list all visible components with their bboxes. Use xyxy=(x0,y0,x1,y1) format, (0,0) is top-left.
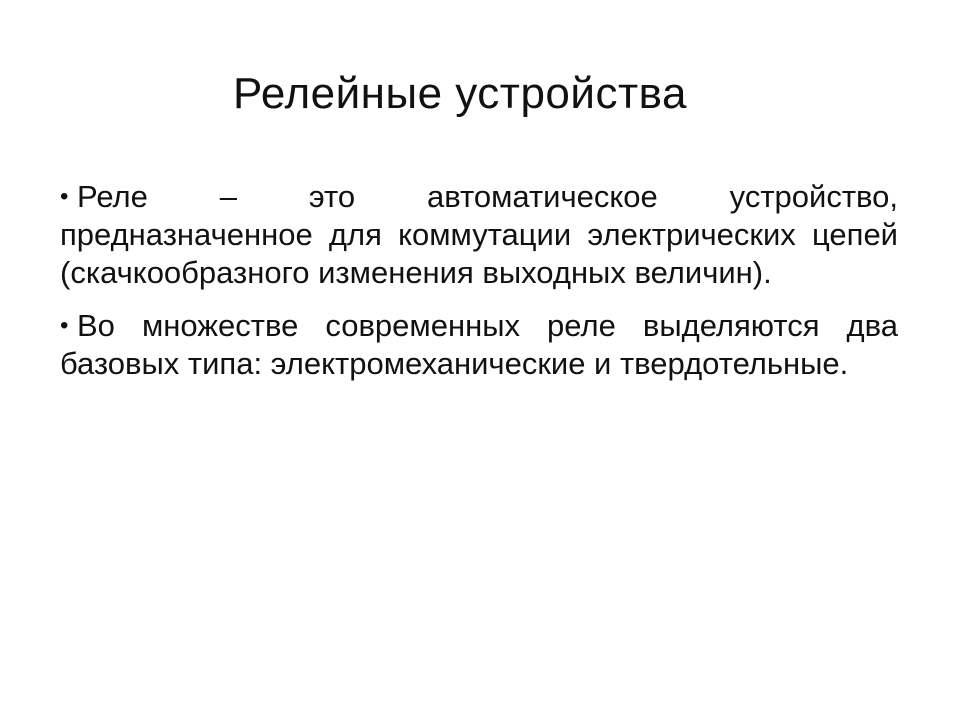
bullet-marker: • xyxy=(60,312,69,339)
slide-title: Релейные устройства xyxy=(233,69,687,118)
bullet-list xyxy=(60,178,898,398)
bullet-marker: • xyxy=(60,183,69,210)
bullet-item-relay-types xyxy=(60,307,898,383)
bullet-text: Реле – это автоматическое устройство, предназначенное для коммутации электрических цепей (скачкообразного изменения выходных величин). xyxy=(60,179,898,290)
bullet-item-relay-definition xyxy=(60,178,898,292)
bullet-text: Во множестве современных реле выделяются два базовых типа: электромеханические и твердотельные. xyxy=(60,308,898,381)
